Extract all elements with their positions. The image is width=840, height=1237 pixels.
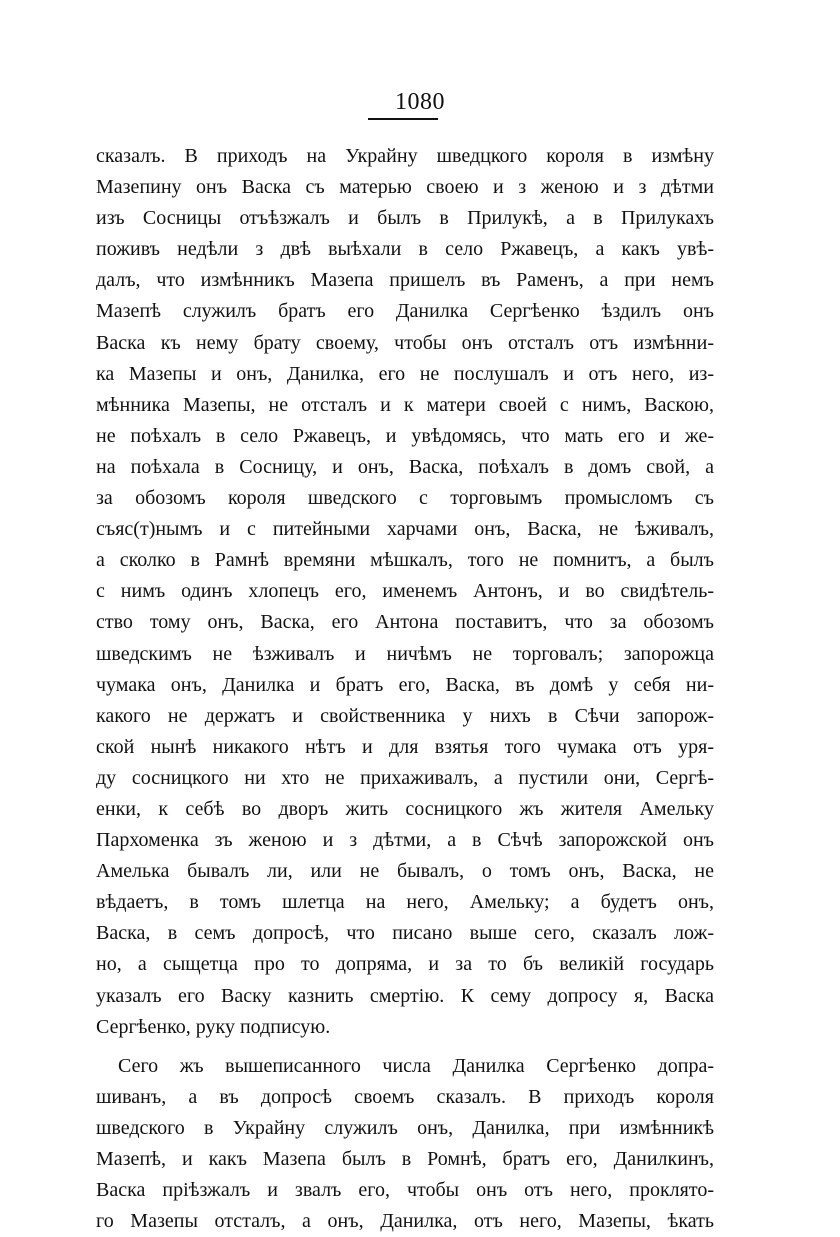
text-line: а сколко в Рамнѣ времяни мѣшкалъ, того не помнитъ, а былъ — [96, 549, 714, 572]
text-line: Мазепѣ, и какъ Мазепа былъ в Ромнѣ, братъ его, Данилкинъ, — [96, 1148, 714, 1170]
text-line: не поѣхалъ в село Ржавецъ, и увѣдомясь, что мать его и же- — [96, 424, 714, 447]
page-number: 1080 — [395, 89, 445, 115]
text-line: енки, к себѣ во дворъ жить сосницкого жъ жителя Амельку — [96, 797, 714, 820]
text-line: съяс(т)нымъ и с питейными харчами онъ, Васка, не ѣживалъ, — [96, 518, 714, 541]
paragraph-1 — [96, 141, 714, 1043]
text-line: изъ Сосницы отъѣзжалъ и былъ в Прилукѣ, а в Прилукахъ — [96, 207, 714, 230]
text-line: за обозомъ короля шведского с торговымъ промысломъ съ — [96, 487, 714, 510]
text-line: вѣдаетъ, в томъ шлетца на него, Амельку; а будетъ онъ, — [96, 891, 714, 914]
text-line: на поѣхала в Сосницу, и онъ, Васка, поѣхалъ в домъ свой, а — [96, 455, 714, 478]
text-line: Амелька бывалъ ли, или не бывалъ, о томъ онъ, Васка, не — [96, 860, 714, 883]
text-line: го Мазепы отсталъ, а онъ, Данилка, отъ него, Мазепы, ѣкать — [96, 1210, 714, 1233]
text-line: чумака онъ, Данилка и братъ его, Васка, въ домѣ у себя ни- — [96, 673, 714, 696]
text-line: Васка прiѣзжалъ и звалъ его, чтобы онъ отъ него, проклято- — [96, 1179, 714, 1202]
text-line: но, а сыщетца про то допряма, и за то бъ великiй государь — [96, 953, 714, 976]
body-text — [96, 141, 714, 1237]
text-line: Сего жъ вышеписанного числа Данилка Сергѣенко допра- — [118, 1054, 714, 1077]
text-line: ка Мазепы и онъ, Данилка, его не послушалъ и отъ него, из- — [96, 362, 714, 385]
text-line: Васка къ нему брату своему, чтобы онъ отсталъ отъ измѣнни- — [96, 331, 714, 354]
text-line: шведскимъ не ѣзживалъ и ничѣмъ не торговалъ; запорожца — [96, 642, 714, 665]
text-line: ской нынѣ никакого нѣтъ и для взятья того чумака отъ уря- — [96, 735, 714, 758]
paragraph-gap — [96, 1043, 714, 1051]
text-line: мѣнника Мазепы, не отсталъ и к матери своей с нимъ, Васкою, — [96, 393, 714, 416]
text-line: шведского в Украйну служилъ онъ, Данилка, при измѣнникѣ — [96, 1116, 714, 1139]
text-line: шиванъ, а въ допросѣ своемъ сказалъ. В приходъ короля — [96, 1085, 714, 1108]
text-line: ство тому онъ, Васка, его Антона поставитъ, что за обозомъ — [96, 611, 714, 634]
text-line: ду сосницкого ни хто не прихаживалъ, а пустили они, Сергѣ- — [96, 766, 714, 789]
text-line: указалъ его Васку казнить смертiю. К сему допросу я, Васка — [96, 984, 714, 1007]
text-line: поживъ недѣли з двѣ выѣхали в село Ржавецъ, а какъ увѣ- — [96, 238, 714, 261]
text-line: Мазепѣ служилъ братъ его Данилка Сергѣенко ѣздилъ онъ — [96, 300, 714, 323]
text-line: Сергѣенко, руку подписую. — [96, 1015, 331, 1038]
text-line: Мазепину онъ Васка съ матерью своею и з женою и з дѣтми — [96, 176, 714, 199]
page-number-underline — [368, 118, 438, 120]
text-line: Васка, в семъ допросѣ, что писано выше сего, сказалъ лож- — [96, 922, 714, 945]
paragraph-2 — [96, 1051, 714, 1237]
text-line: Пархоменка зъ женою и з дѣтми, а в Сѣчѣ запорожской онъ — [96, 829, 714, 852]
text-line: сказалъ. В приходъ на Украйну шведцкого короля в измѣну — [96, 145, 714, 167]
text-line: с нимъ одинъ хлопецъ его, именемъ Антонъ, и во свидѣтель- — [96, 580, 714, 603]
text-line: далъ, что измѣнникъ Мазепа пришелъ въ Раменъ, а при немъ — [96, 269, 714, 292]
text-line: какого не держатъ и свойственника у нихъ в Сѣчи запорож- — [96, 704, 714, 727]
